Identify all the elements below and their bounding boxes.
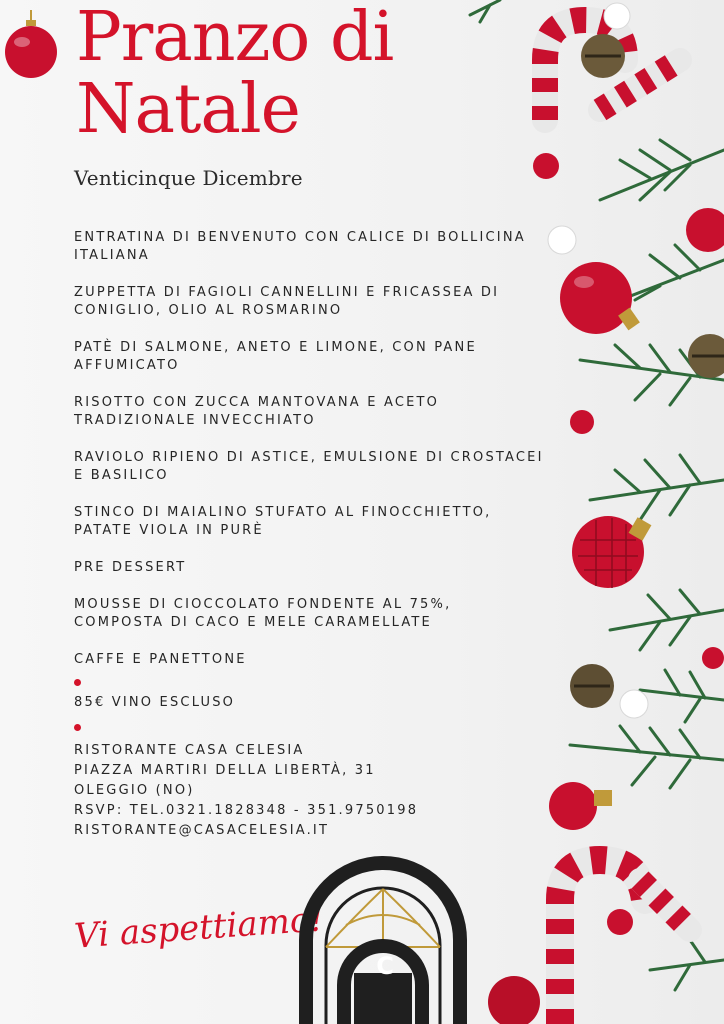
closing-tagline: Vi aspettiamo! [72, 899, 326, 957]
restaurant-name: RISTORANTE CASA CELESIA [74, 743, 305, 758]
menu-item: STINCO DI MAIALINO STUFATO AL FINOCCHIETTO, PATATE VIOLA IN PURÈ [74, 505, 492, 538]
ornament-ball-icon [549, 782, 612, 830]
jingle-bell-icon [570, 34, 724, 708]
contact-block [74, 741, 544, 841]
menu-list [74, 229, 544, 841]
ornament-ball-icon [560, 262, 640, 334]
contact-email: RISTORANTE@CASACELESIA.IT [74, 823, 330, 838]
bullet-dot [74, 679, 81, 686]
page-title [76, 0, 394, 149]
arch-logo-icon [296, 855, 470, 1024]
date-subtitle: Venticinque Dicembre [74, 166, 303, 190]
menu-item: PRE DESSERT [74, 560, 187, 575]
logo-letter: C [376, 952, 394, 980]
menu-item: ENTRATINA DI BENVENUTO CON CALICE DI BOLLICINA ITALIANA [74, 230, 526, 263]
menu-item: MOUSSE DI CIOCCOLATO FONDENTE AL 75%, COMPOSTA DI CACO E MELE CARAMELLATE [74, 597, 452, 630]
rsvp-phone: RSVP: TEL.0321.1828348 - 351.9750198 [74, 803, 419, 818]
menu-item: RAVIOLO RIPIENO DI ASTICE, EMULSIONE DI CROSTACEI E BASILICO [74, 450, 544, 483]
ornament-ball-icon [572, 516, 651, 588]
price-label: 85€ VINO ESCLUSO [74, 695, 236, 710]
menu-item: ZUPPETTA DI FAGIOLI CANNELLINI E FRICASSEA DI CONIGLIO, OLIO AL ROSMARINO [74, 285, 500, 318]
menu-item: RISOTTO CON ZUCCA MANTOVANA E ACETO TRADIZIONALE INVECCHIATO [74, 395, 440, 428]
ornament-ball-icon [5, 10, 57, 78]
menu-item: CAFFE E PANETTONE [74, 652, 247, 667]
restaurant-address: PIAZZA MARTIRI DELLA LIBERTÀ, 31 [74, 763, 376, 778]
ornament-ball-icon [488, 976, 540, 1024]
candy-cane-icon [560, 860, 690, 1024]
bullet-dot [74, 724, 81, 731]
menu-item: PATÈ DI SALMONE, ANETO E LIMONE, CON PANE AFFUMICATO [74, 340, 477, 373]
title-line-2: Natale [76, 70, 300, 149]
restaurant-city: OLEGGIO (NO) [74, 783, 195, 798]
title-line-1: Pranzo di [76, 0, 394, 77]
